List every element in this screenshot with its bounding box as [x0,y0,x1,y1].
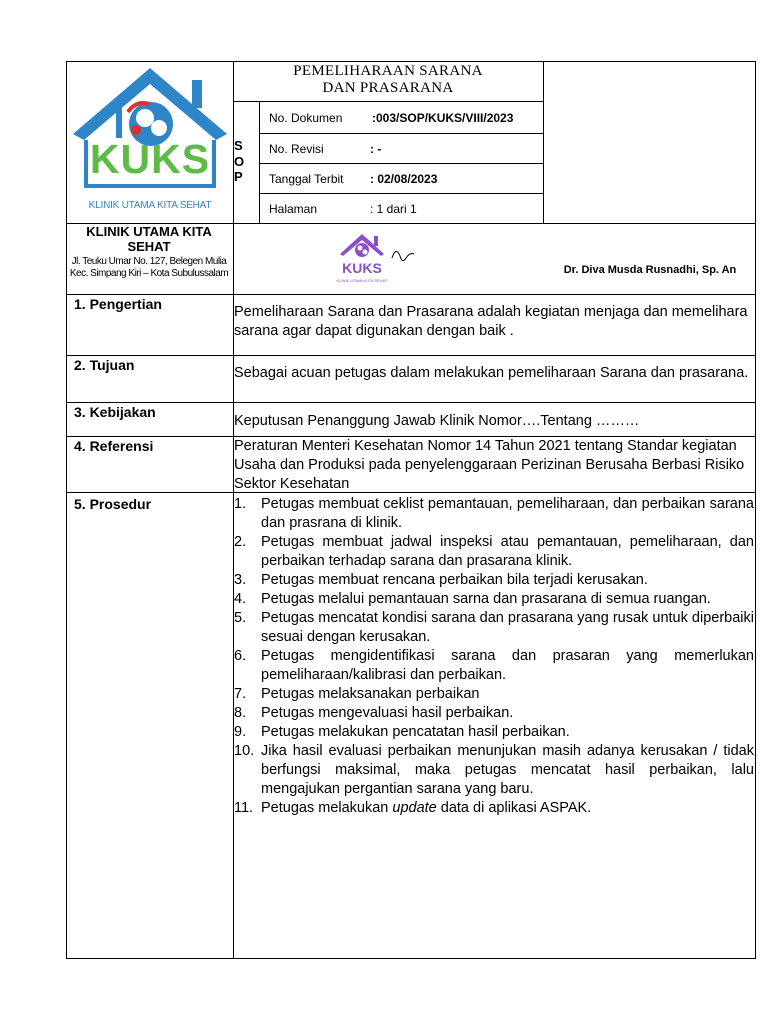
list-item: 3. Petugas membuat rencana perbaikan bila terjadi kerusakan. [234,572,648,588]
doc-number-value: :003/SOP/KUKS/VIII/2023 [372,111,514,125]
signer-name: Dr. Diva Musda Rusnadhi, Sp. An [563,264,737,276]
revision-value: : - [370,142,382,156]
title-line-2: DAN PRASARANA [322,80,454,96]
text-tujuan: Sebagai acuan petugas dalam melakukan pemeliharaan Sarana dan prasarana. [234,365,749,381]
text-kebijakan: Keputusan Penanggung Jawab Klinik Nomor….Tentang ……… [234,413,640,429]
clinic-logo [70,64,230,216]
list-item: 5. Petugas mencatat kondisi sarana dan prasarana yang rusak untuk diperbaiki sesuai dengan kerusakan. [234,610,754,645]
list-item: 8. Petugas mengevaluasi hasil perbaikan. [234,705,514,721]
list-item: 7. Petugas melaksanakan perbaikan [234,686,480,702]
label-referensi: 4. Referensi [74,438,154,454]
sop-label: S O P [234,138,245,184]
procedure-list [234,495,754,818]
text-referensi: Peraturan Menteri Kesehatan Nomor 14 Tahun 2021 tentang Standar kegiatan Usaha dan Produksi pada penyelenggaraan Perizinan Berusaha Berbasi Risiko Sektor Kesehatan [234,438,745,492]
signature-scribble [392,251,414,260]
page-value: : 1 dari 1 [370,202,417,216]
list-item: 9. Petugas melakukan pencatatan hasil perbaikan. [234,724,570,740]
revision-label: No. Revisi [269,142,324,156]
issue-date-value: : 02/08/2023 [370,172,438,186]
logo-tagline: KLINIK UTAMA KITA SEHAT [88,200,212,211]
list-item: 10. Jika hasil evaluasi perbaikan menunjukan masih adanya kerusakan / tidak berfungsi maksimal, maka petugas mencatat hasil perbaikan, lalu mengajukan pergantian sarana yang baru. [234,743,754,797]
issue-date-label: Tanggal Terbit [269,172,344,186]
label-kebijakan: 3. Kebijakan [74,404,156,420]
label-prosedur: 5. Prosedur [74,496,152,512]
document-title [234,63,542,97]
list-item: 4. Petugas melalui pemantauan sarna dan prasarana di semua ruangan. [234,591,711,607]
stamp-text: KUKS [342,260,382,276]
doc-number-label: No. Dokumen [269,111,343,125]
list-item: 1. Petugas membuat ceklist pemantauan, pemeliharaan, dan perbaikan sarana dan prasrana di klinik. [234,496,754,531]
label-pengertian: 1. Pengertian [74,296,162,312]
clinic-address: Jl. Teuku Umar No. 127, Belegen Mulia Kec. Simpang Kiri – Kota Subulussalam [69,256,229,279]
list-item: 6. Petugas mengidentifikasi sarana dan prasaran yang memerlukan pemeliharaan/kalibrasi dan perbaikan. [234,648,754,683]
list-item: 2. Petugas membuat jadwal inspeksi atau pemantauan, pemeliharaan, dan perbaikan terhadap sarana dan prasarana klinik. [234,534,754,569]
title-line-1: PEMELIHARAAN SARANA [293,63,483,79]
clinic-name: KLINIK UTAMA KITA SEHAT [86,224,212,254]
logo-wordmark: KUKS [89,136,211,182]
stamp-signature [336,228,426,290]
page-label: Halaman [269,202,318,216]
stamp-tagline: KLINIK UTAMA KITA SEHAT [336,278,388,283]
label-tujuan: 2. Tujuan [74,357,135,373]
text-pengertian: Pemeliharaan Sarana dan Prasarana adalah kegiatan menjaga dan memelihara sarana agar dapat digunakan dengan baik . [234,304,748,339]
list-item: 11. Petugas melakukan update data di aplikasi ASPAK. [234,800,592,816]
stamp-icon [336,228,426,290]
